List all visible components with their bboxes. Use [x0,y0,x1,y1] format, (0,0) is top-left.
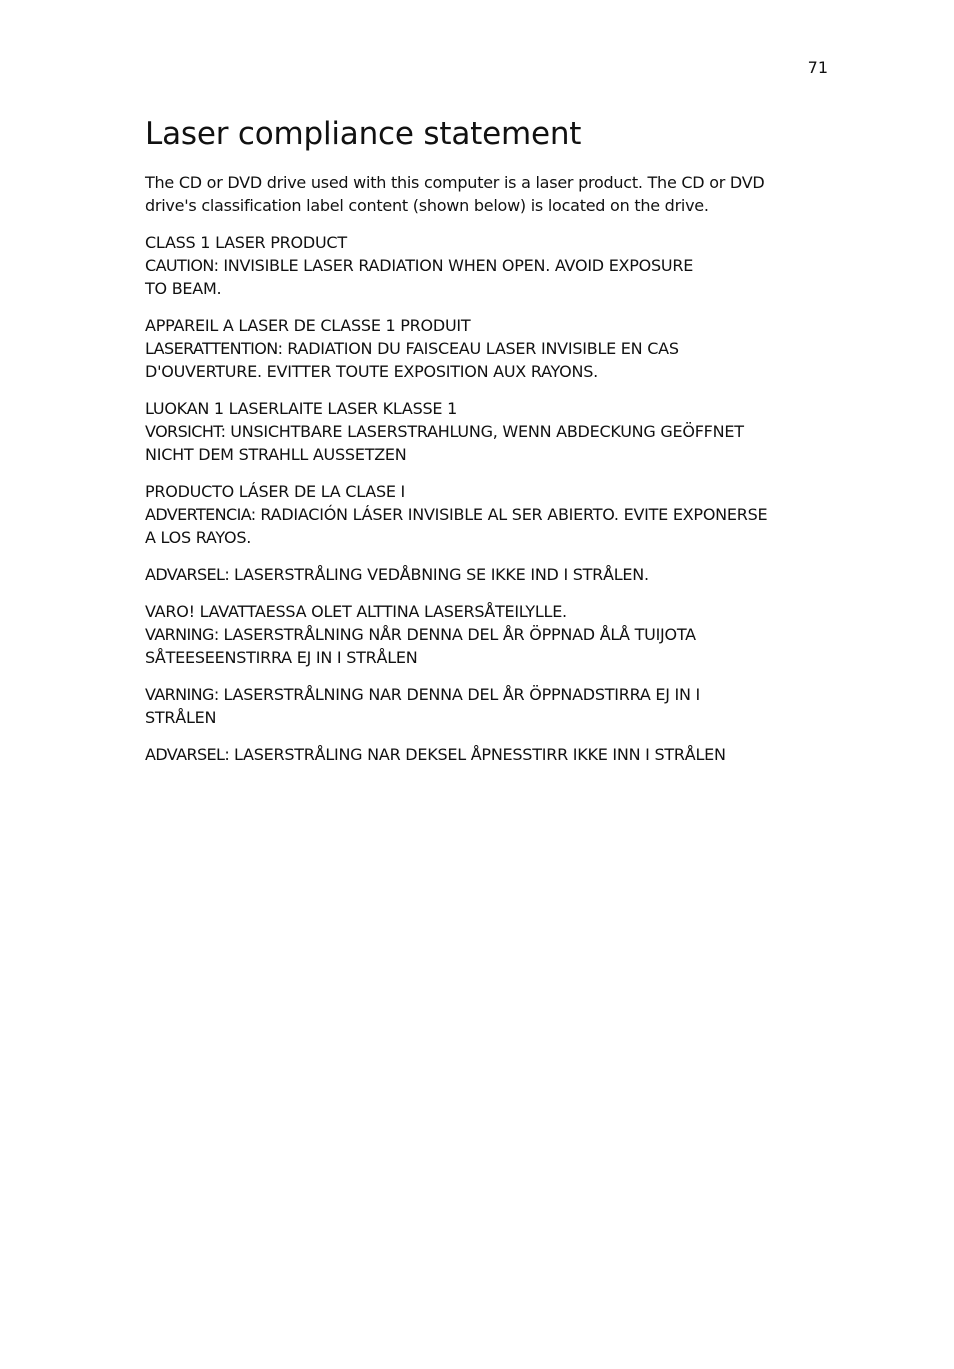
french-class-line: APPAREIL A LASER DE CLASSE 1 PRODUIT [145,316,471,335]
french-warning-continuation: D'OUVERTURE. EVITTER TOUTE EXPOSITION AUX RAYONS. [145,362,598,381]
swedish-warning-continuation: SÅTEESEENSTIRRA EJ IN I STRÅLEN [145,648,418,667]
caution-label: CAUTION: [145,256,219,275]
english-label-block [145,231,835,300]
spanish-label-block [145,480,835,549]
spanish-warning-text: RADIACIÓN LÁSER INVISIBLE AL SER ABIERTO. EVITE EXPONERSE [255,505,768,524]
laserattention-label: LASERATTENTION: [145,339,283,358]
page-title: Laser compliance statement [145,116,582,152]
swedish-label-block [145,683,835,729]
french-warning-text: RADIATION DU FAISCEAU LASER INVISIBLE EN CAS [282,339,679,358]
swedish-warning-line [145,623,835,646]
swedish-warning-text: LASERSTRÅLNING NÅR DENNA DEL ÅR ÖPPNAD ÅLÅ TUIJOTA [218,625,696,644]
spanish-warning-continuation: A LOS RAYOS. [145,528,252,547]
english-warning-text: INVISIBLE LASER RADIATION WHEN OPEN. AVOID EXPOSURE [218,256,694,275]
page-number: 71 [807,58,828,77]
french-label-block [145,314,835,383]
danish-warning-line [145,563,835,586]
finnish-warning-line: VARO! LAVATTAESSA OLET ALTTINA LASERSÅTEILYLLE. [145,602,567,621]
swedish-warning-continuation-2: STRÅLEN [145,708,217,727]
danish-label-block [145,563,835,586]
spanish-warning-line [145,503,835,526]
german-warning-text: UNSICHTBARE LASERSTRAHLUNG, WENN ABDECKUNG GEÖFFNET [225,422,744,441]
varning-label: VARNING: [145,625,219,644]
english-warning-line [145,254,835,277]
french-warning-line [145,337,835,360]
varning-label-2: VARNING: [145,685,219,704]
swedish-warning-line-2 [145,683,835,706]
intro-line-1: The CD or DVD drive used with this computer is a laser product. The CD or DVD [145,173,765,192]
spanish-class-line: PRODUCTO LÁSER DE LA CLASE I [145,482,406,501]
danish-warning-text: LASERSTRÅLING VEDÅBNING SE IKKE IND I STRÅLEN. [229,565,649,584]
english-class-line: CLASS 1 LASER PRODUCT [145,233,347,252]
document-body [145,171,835,780]
german-class-line: LUOKAN 1 LASERLAITE LASER KLASSE 1 [145,399,458,418]
swedish-warning-text-2: LASERSTRÅLNING NAR DENNA DEL ÅR ÖPPNADSTIRRA EJ IN I [218,685,701,704]
german-warning-continuation: NICHT DEM STRAHLL AUSSETZEN [145,445,407,464]
norwegian-warning-line [145,743,835,766]
advarsel-label: ADVARSEL: [145,565,230,584]
intro-paragraph [145,171,835,217]
finnish-swedish-label-block [145,600,835,669]
german-warning-line [145,420,835,443]
german-label-block [145,397,835,466]
intro-line-2: drive's classification label content (shown below) is located on the drive. [145,196,709,215]
advarsel-label-2: ADVARSEL: [145,745,230,764]
norwegian-label-block [145,743,835,766]
vorsicht-label: VORSICHT: [145,422,226,441]
advertencia-label: ADVERTENCIA: [145,505,256,524]
norwegian-warning-text: LASERSTRÅLING NAR DEKSEL ÅPNESSTIRR IKKE INN I STRÅLEN [229,745,726,764]
english-warning-continuation: TO BEAM. [145,279,222,298]
